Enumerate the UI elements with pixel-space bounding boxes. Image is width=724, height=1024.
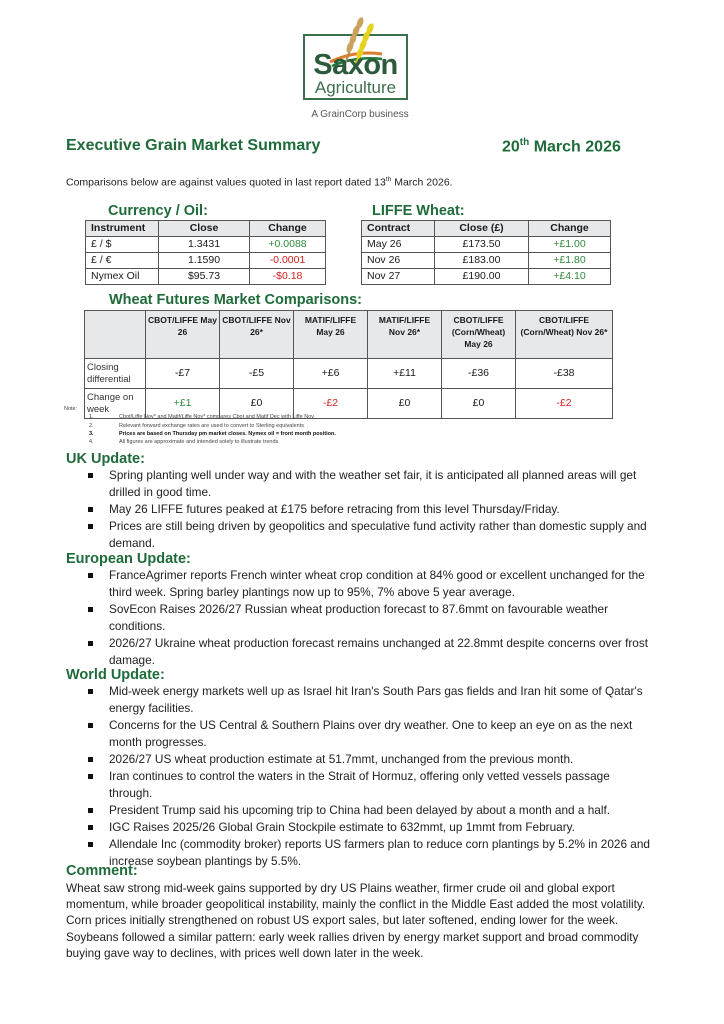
value-cell: +£11: [368, 359, 442, 389]
list-item-text: Mid-week energy markets well up as Israel hit Iran's South Pars gas fields and Iran hit some of Qatar's energy facilities.: [109, 684, 643, 715]
logo-subbrand: Agriculture: [314, 78, 397, 97]
notes: [64, 405, 336, 446]
list-item-text: Allendale Inc (commodity broker) reports US farmers plan to reduce corn plantings by 5.2% in 2026 and increase soybean plantings by 5.5%.: [109, 837, 650, 868]
list-item: [66, 768, 656, 802]
close-cell: £190.00: [435, 269, 529, 285]
value-cell: -£38: [516, 359, 613, 389]
bullet-icon: [88, 507, 93, 512]
contract-cell: Nov 27: [362, 269, 435, 285]
list-item: [66, 467, 656, 501]
change-cell: +£4.10: [529, 269, 611, 285]
report-date: [502, 137, 621, 156]
bullet-icon: [88, 473, 93, 478]
list-item-text: President Trump said his upcoming trip to China had been delayed by about a month and a half.: [109, 803, 611, 817]
table-row: [86, 269, 326, 285]
close-cell: £183.00: [435, 253, 529, 269]
col-header: Close (£): [435, 221, 529, 237]
liffe-wheat-title: LIFFE Wheat:: [372, 203, 465, 219]
change-cell: -$0.18: [250, 269, 326, 285]
table-header-row: [362, 221, 611, 237]
list-item-text: Concerns for the US Central & Southern Plains over dry weather. One to keep an eye on as the next month progresses.: [109, 718, 633, 749]
list-item-text: SovEcon Raises 2026/27 Russian wheat production forecast to 87.6mmt on favourable weather conditions.: [109, 602, 609, 633]
section-heading: World Update:: [66, 667, 165, 683]
currency-oil-title: Currency / Oil:: [108, 203, 208, 219]
close-cell: 1.3431: [159, 237, 250, 253]
bullet-icon: [88, 757, 93, 762]
comment-section: [66, 863, 656, 879]
col-header: CBOT/LIFFE Nov 26*: [220, 311, 294, 359]
col-header: Change: [250, 221, 326, 237]
section-heading: UK Update:: [66, 451, 145, 467]
list-item: [66, 802, 656, 819]
col-header: Change: [529, 221, 611, 237]
corner-header: [85, 311, 146, 359]
instrument-cell: Nymex Oil: [86, 269, 159, 285]
currency-oil-table: [85, 220, 326, 285]
value-cell: £0: [442, 389, 516, 419]
table-header-row: [85, 311, 613, 359]
col-header: CBOT/LIFFE (Corn/Wheat) Nov 26*: [516, 311, 613, 359]
note-number: 2.: [89, 422, 94, 429]
close-cell: 1.1590: [159, 253, 250, 269]
list-item-text: 2026/27 US wheat production estimate at 51.7mmt, unchanged from the previous month.: [109, 752, 574, 766]
bullet-icon: [88, 641, 93, 646]
note-number: 4.: [89, 439, 94, 446]
european-update-section: [66, 551, 656, 669]
world-update-section: [66, 667, 656, 870]
list-item: [66, 751, 656, 768]
note-item: [64, 438, 336, 446]
list-item-text: May 26 LIFFE futures peaked at £175 before retracing from this level Thursday/Friday.: [109, 502, 560, 516]
liffe-wheat-table: [361, 220, 611, 285]
list-item: [66, 819, 656, 836]
instrument-cell: £ / $: [86, 237, 159, 253]
logo-tagline: A GrainCorp business: [311, 109, 409, 120]
value-cell: -£7: [146, 359, 220, 389]
value-cell: +£1: [146, 389, 220, 419]
notes-label: Note:: [64, 406, 78, 412]
page-title: Executive Grain Market Summary: [66, 137, 321, 154]
change-cell: -0.0001: [250, 253, 326, 269]
section-heading: Comment:: [66, 863, 138, 879]
note-text: Prices are based on Thursday pm market closes. Nymex oil = front month position.: [119, 430, 336, 437]
date-suffix: th: [519, 137, 530, 148]
note-item: [64, 422, 336, 430]
comparison-date: March 2026.: [391, 176, 453, 189]
list-item-text: Prices are still being driven by geopolitics and speculative fund activity rather than domestic supply and demand.: [109, 519, 647, 550]
close-cell: $95.73: [159, 269, 250, 285]
list-item: [66, 717, 656, 751]
wheat-futures-table: [84, 310, 613, 419]
col-header: CBOT/LIFFE (Corn/Wheat) May 26: [442, 311, 516, 359]
col-header: MATIF/LIFFE May 26: [294, 311, 368, 359]
list-item-text: Iran continues to control the waters in the Strait of Hormuz, offering only vetted vessels passage through.: [109, 769, 610, 800]
section-heading: European Update:: [66, 551, 191, 567]
table-row: [85, 359, 613, 389]
bullet-icon: [88, 842, 93, 847]
note-number: 3.: [89, 430, 94, 437]
table-row: [362, 237, 611, 253]
value-cell: £0: [220, 389, 294, 419]
col-header: Contract: [362, 221, 435, 237]
uk-update-section: [66, 451, 656, 552]
bullet-icon: [88, 524, 93, 529]
change-cell: +£1.00: [529, 237, 611, 253]
bullet-icon: [88, 689, 93, 694]
wheat-futures-title: Wheat Futures Market Comparisons:: [109, 292, 362, 308]
comparison-sup: th: [385, 176, 392, 183]
bullet-icon: [88, 774, 93, 779]
table-row: [362, 269, 611, 285]
change-cell: +£1.80: [529, 253, 611, 269]
table-header-row: [86, 221, 326, 237]
list-item: [66, 635, 656, 669]
bullet-list: [66, 683, 656, 870]
list-item: [66, 518, 656, 552]
bullet-list: [66, 467, 656, 552]
col-header: Close: [159, 221, 250, 237]
list-item-text: FranceAgrimer reports French winter wheat crop condition at 84% good or excellent unchanged for the third week. Spring barley plantings now up to 95%, 7% above 5 year average.: [109, 568, 645, 599]
list-item-text: IGC Raises 2025/26 Global Grain Stockpile estimate to 632mmt, up 1mmt from February.: [109, 820, 575, 834]
note-item: [64, 413, 336, 421]
table-row: [86, 237, 326, 253]
close-cell: £173.50: [435, 237, 529, 253]
col-header: MATIF/LIFFE Nov 26*: [368, 311, 442, 359]
date-day: 20: [502, 138, 520, 156]
bullet-icon: [88, 607, 93, 612]
change-cell: +0.0088: [250, 237, 326, 253]
bullet-icon: [88, 573, 93, 578]
list-item-text: 2026/27 Ukraine wheat production forecast remains unchanged at 22.8mmt despite concerns over frost damage.: [109, 636, 649, 667]
col-header: CBOT/LIFFE May 26: [146, 311, 220, 359]
list-item: [66, 601, 656, 635]
bullet-icon: [88, 808, 93, 813]
row-label: Change on week: [85, 389, 146, 419]
date-month-year: March 2026: [529, 138, 621, 156]
table-row: [86, 253, 326, 269]
comparison-text: Comparisons below are against values quoted in last report dated 13: [66, 176, 386, 189]
note-text: Cbot/Liffe Nov* and Matif/Liffe Nov* compares Cbot and Matif Dec with Liffe Nov: [119, 414, 315, 421]
contract-cell: May 26: [362, 237, 435, 253]
list-item-text: Spring planting well under way and with the weather set fair, it is anticipated all planned areas will get drilled in good time.: [109, 468, 637, 499]
note-number: 1.: [89, 414, 94, 421]
row-label: Closing differential: [85, 359, 146, 389]
value-cell: £0: [368, 389, 442, 419]
col-header: Instrument: [86, 221, 159, 237]
contract-cell: Nov 26: [362, 253, 435, 269]
bullet-list: [66, 567, 656, 669]
list-item: [66, 683, 656, 717]
comparison-note: [66, 176, 453, 189]
value-cell: -£5: [220, 359, 294, 389]
instrument-cell: £ / €: [86, 253, 159, 269]
logo-brand: Saxon: [313, 49, 398, 81]
list-item: [66, 567, 656, 601]
note-text: All figures are approximate and intended solely to illustrate trends: [119, 439, 279, 446]
list-item: [66, 501, 656, 518]
table-row: [362, 253, 611, 269]
value-cell: +£6: [294, 359, 368, 389]
note-item: [64, 430, 336, 438]
value-cell: -£2: [516, 389, 613, 419]
value-cell: -£36: [442, 359, 516, 389]
value-cell: -£2: [294, 389, 368, 419]
bullet-icon: [88, 723, 93, 728]
bullet-icon: [88, 825, 93, 830]
comment-text: Wheat saw strong mid-week gains supported by dry US Plains weather, firmer crude oil and global export momentum, while broader geopolitical instability, mainly the conflict in the Middle East added the most volatility. Corn prices initially strengthened on robust US export sales, but later softened, ending lower for the week. Soybeans followed a similar pattern: early week rallies driven by energy market support and broad commodity buying gave way to declines, with prices well down later in the week.: [66, 881, 646, 960]
note-text: Relevant forward exchange rates are used to convert to Sterling equivalents: [119, 422, 304, 429]
